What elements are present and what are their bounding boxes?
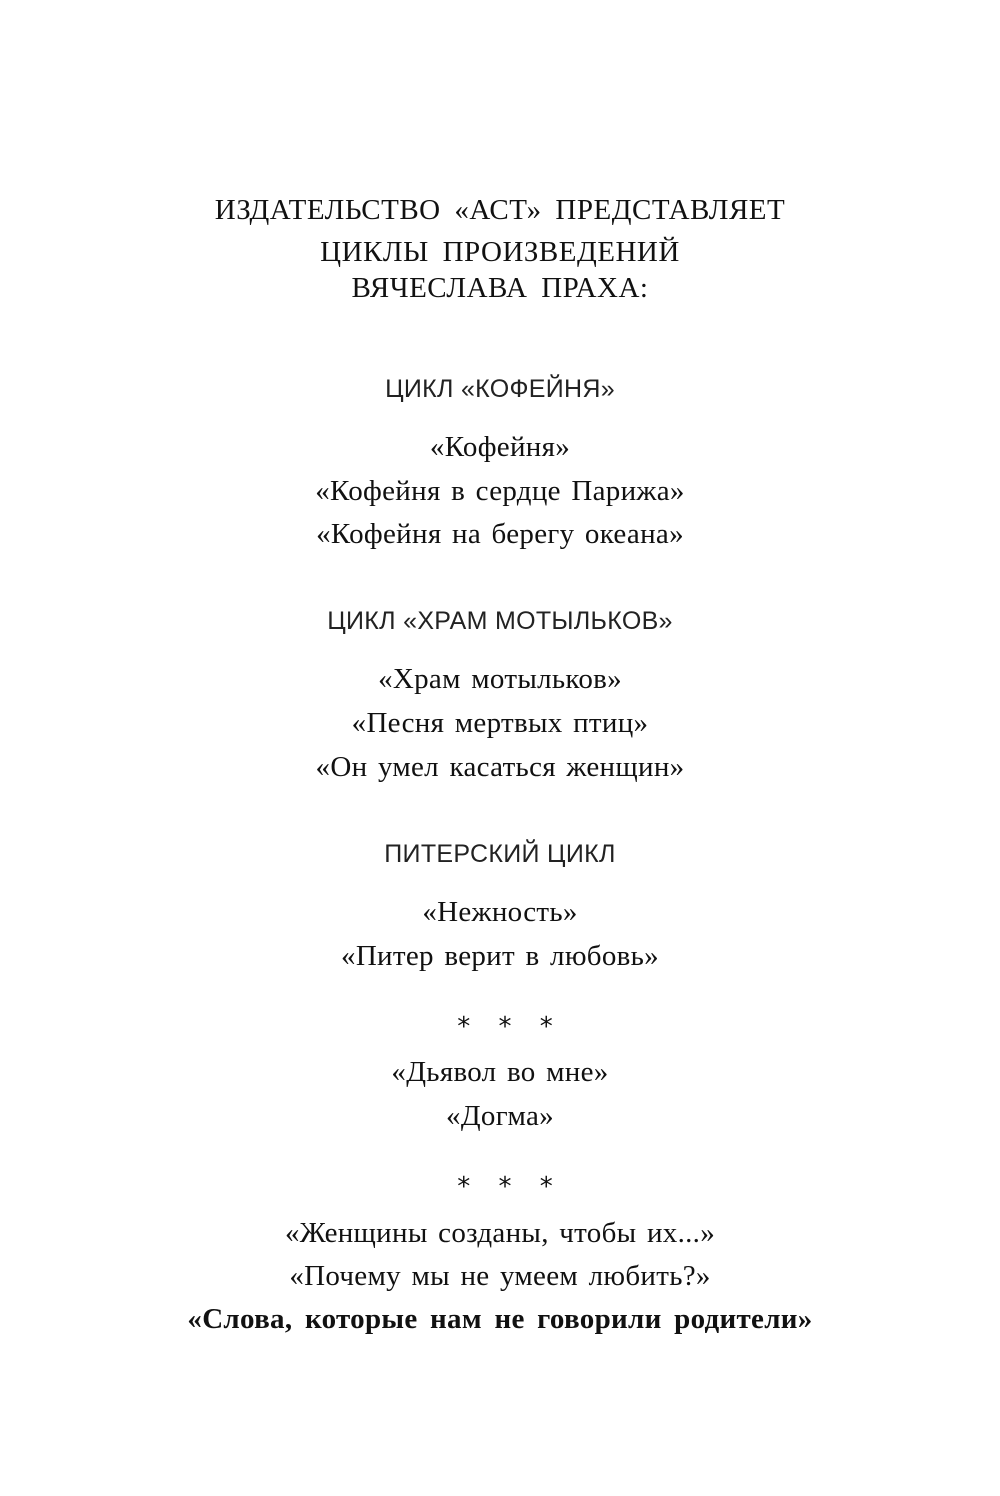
cycle-heading-coffeehouse: ЦИКЛ «КОФЕЙНЯ» — [385, 375, 615, 403]
book-title: «Кофейня в сердце Парижа» — [315, 475, 685, 507]
book-title: «Он умел касаться женщин» — [315, 751, 685, 783]
book-title: «Почему мы не умеем любить?» — [289, 1260, 711, 1292]
book-title: «Кофейня на берегу океана» — [316, 518, 684, 550]
section-separator: * * * — [457, 1012, 563, 1042]
book-title: «Женщины созданы, чтобы их...» — [284, 1217, 716, 1249]
book-title: «Песня мертвых птиц» — [351, 707, 649, 739]
header-line-3: ВЯЧЕСЛАВА ПРАХА: — [351, 272, 649, 304]
book-title: «Храм мотыльков» — [378, 663, 622, 695]
header-line-1: ИЗДАТЕЛЬСТВО «АСТ» ПРЕДСТАВЛЯЕТ — [214, 194, 786, 226]
book-title-emphasized: «Слова, которые нам не говорили родители» — [187, 1303, 813, 1335]
section-separator: * * * — [457, 1172, 563, 1202]
cycle-heading-petersburg: ПИТЕРСКИЙ ЦИКЛ — [384, 840, 616, 868]
header-line-2: ЦИКЛЫ ПРОИЗВЕДЕНИЙ — [320, 236, 680, 268]
book-title: «Нежность» — [422, 896, 578, 928]
book-title: «Питер верит в любовь» — [341, 940, 659, 972]
book-title: «Дьявол во мне» — [391, 1056, 609, 1088]
book-title: «Догма» — [446, 1100, 554, 1132]
cycle-heading-temple-of-moths: ЦИКЛ «ХРАМ МОТЫЛЬКОВ» — [327, 607, 673, 635]
book-title: «Кофейня» — [429, 431, 571, 463]
